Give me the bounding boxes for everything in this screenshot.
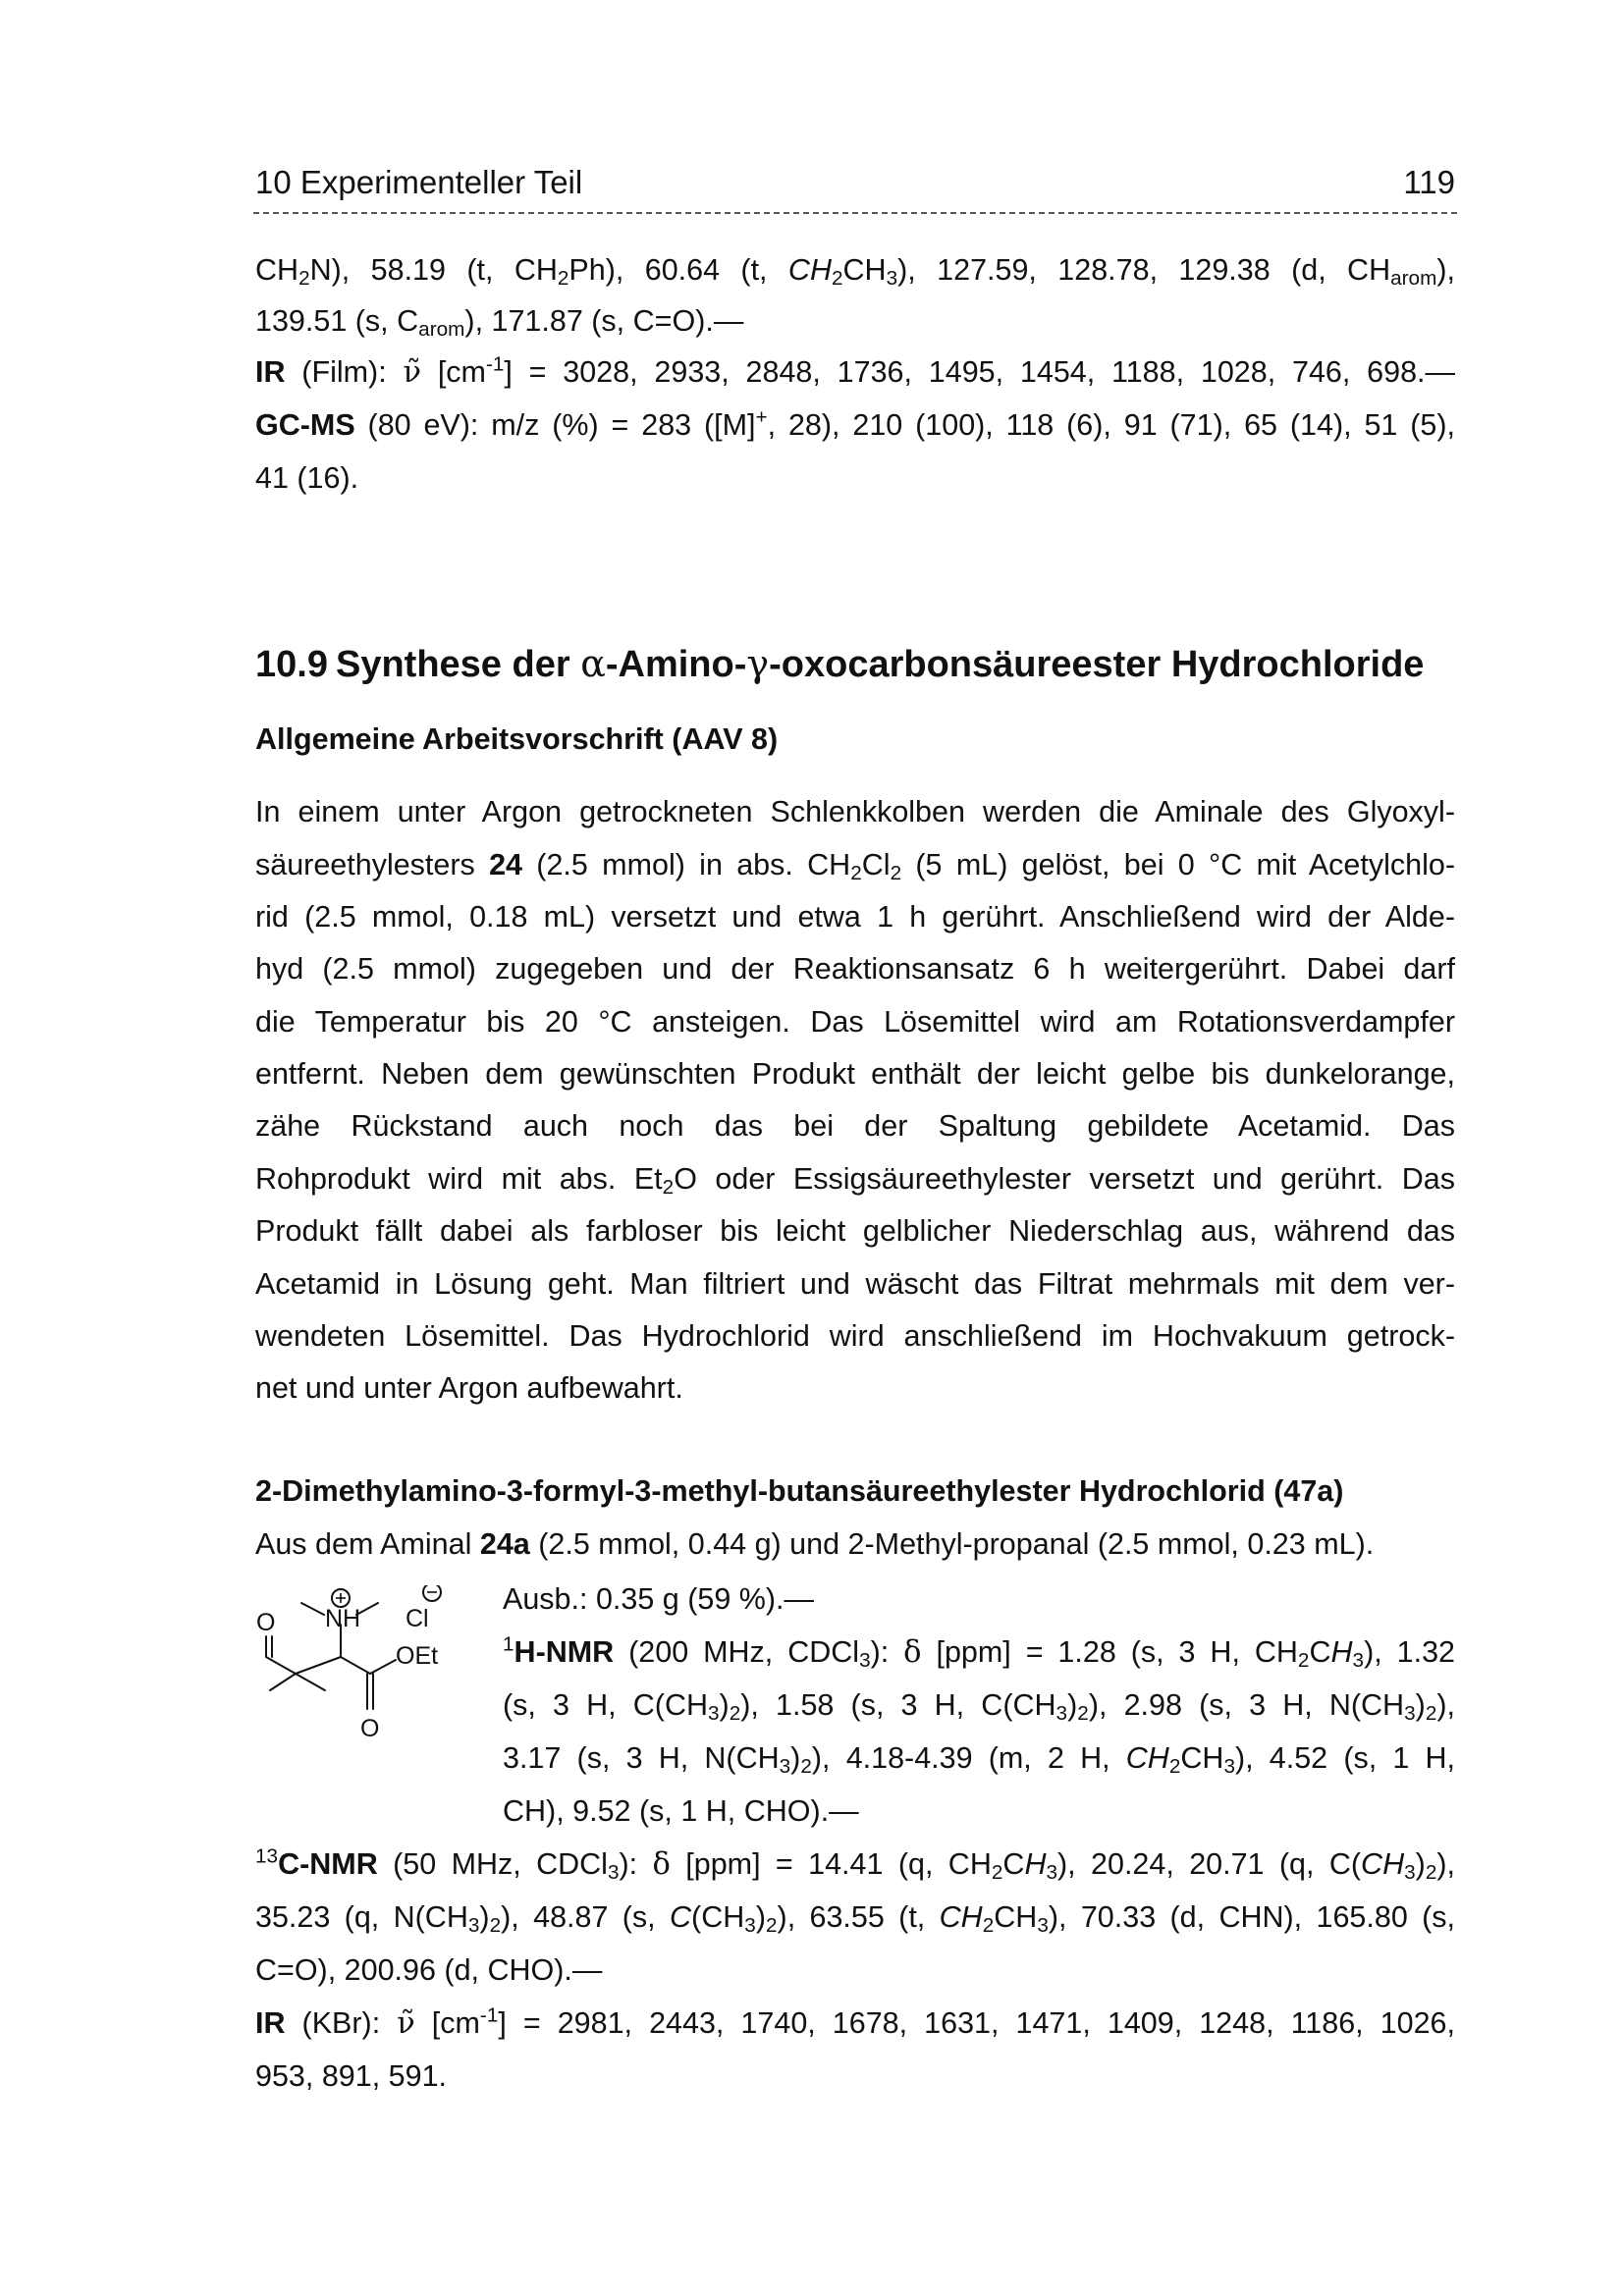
ir-kbr-line-cont: 953, 891, 591. bbox=[255, 2059, 448, 2093]
procedure-line-12: net und unter Argon aufbewahrt. bbox=[255, 1371, 683, 1405]
ethoxy-label: OEt bbox=[396, 1642, 439, 1670]
structure-formula-47a bbox=[250, 1585, 461, 1762]
gcms-line-cont: 41 (16). bbox=[255, 461, 359, 495]
cnmr-line-3: C=O), 200.96 (d, CHO).— bbox=[255, 1953, 603, 1987]
procedure-line-6: entfernt. Neben dem gewünschten Produkt enthält der leicht gelbe bis dunkelorange, bbox=[255, 1057, 1455, 1091]
compound-preparation: Aus dem Aminal 24a (2.5 mmol, 0.44 g) und 2-Methyl-propanal (2.5 mmol, 0.23 mL). bbox=[255, 1527, 1375, 1561]
yield-line: Ausb.: 0.35 g (59 %).— bbox=[503, 1582, 815, 1616]
gcms-line: GC-MS (80 eV): m/z (%) = 283 ([M]+, 28), 210 (100), 118 (6), 91 (71), 65 (14), 51 (5), bbox=[255, 405, 1455, 442]
procedure-line-4: hyd (2.5 mmol) zugegeben und der Reaktionsansatz 6 h weitergerührt. Dabei darf bbox=[255, 952, 1455, 986]
ammonium-label: NH bbox=[325, 1605, 361, 1632]
procedure-line-5: die Temperatur bis 20 °C ansteigen. Das Lösemittel wird am Rotationsverdampfer bbox=[255, 1005, 1455, 1039]
procedure-line-3: rid (2.5 mmol, 0.18 mL) versetzt und etwa 1 h gerührt. Anschließend wird der Alde- bbox=[255, 900, 1455, 934]
procedure-line-10: Acetamid in Lösung geht. Man filtriert und wäscht das Filtrat mehrmals mit dem ver- bbox=[255, 1267, 1455, 1301]
procedure-line-8: Rohprodukt wird mit abs. $Et_2O$ oder Essigsäureethylester versetzt und gerührt. Das bbox=[255, 1162, 1455, 1200]
cnmr-line-1: $^{13}$C-NMR (50 MHz, CDCl$_3$): δ [ppm] = 14.41 (q, $CH_2CH_3$), 20.24, 20.71 (q, $C(CH_3)_2$), bbox=[255, 1844, 1456, 1885]
hnmr-line-1: $^1$H-NMR (200 MHz, CDCl$_3$): δ [ppm] = 1.28 (s, 3 H, $CH_2CH_3$), 1.32 bbox=[503, 1632, 1456, 1673]
chloride-label: Cl bbox=[406, 1605, 429, 1632]
procedure-heading: Allgemeine Arbeitsvorschrift (AAV 8) bbox=[255, 722, 779, 756]
procedure-line-2: säureethylesters 24 (2.5 mmol) in abs. $CH_2Cl_2$ (5 mL) gelöst, bei 0 °C mit Acetylchlo- bbox=[255, 848, 1456, 885]
procedure-line-1: In einem unter Argon getrockneten Schlenkkolben werden die Aminale des Glyoxyl- bbox=[255, 795, 1455, 828]
hnmr-line-2: (s, 3 H, $C(CH_3)_2$), 1.58 (s, 3 H, $C(CH_3)_2$), 2.98 (s, 3 H, $N(CH_3)_2$), bbox=[503, 1688, 1455, 1726]
hnmr-line-3: 3.17 (s, 3 H, $N(CH_3)_2$), 4.18-4.39 (m, 2 H, $CH_2CH_3$), 4.52 (s, 1 H, bbox=[503, 1741, 1455, 1779]
procedure-line-9: Produkt fällt dabei als farbloser bis leicht gelblicher Niederschlag aus, während das bbox=[255, 1214, 1455, 1248]
chapter-title: 10 Experimenteller Teil bbox=[255, 164, 583, 200]
compound-title: 2-Dimethylamino-3-formyl-3-methyl-butansäureethylester Hydrochlorid (47a) bbox=[255, 1474, 1344, 1508]
procedure-line-11: wendeten Lösemittel. Das Hydrochlorid wird anschließend im Hochvakuum getrock- bbox=[255, 1319, 1455, 1353]
ir-kbr-line: IR (KBr): ν̃ $[cm^{-1}] = 2981$, 2443, 1740, 1678, 1631, 1471, 1409, 1248, 1186, 1026, bbox=[255, 2003, 1455, 2041]
procedure-line-7: zähe Rückstand auch noch das bei der Spaltung gebildete Acetamid. Das bbox=[255, 1109, 1455, 1143]
nmr-continuation-line-1: $CH_2N$), 58.19 (t, $CH_2Ph$), 60.64 (t, $CH_2CH_3$), 127.59, 128.78, 129.38 (d, $CH_{arom}$), bbox=[255, 253, 1455, 291]
section-heading: 10.9 Synthese der α-Amino-γ-oxocarbonsäureester Hydrochloride bbox=[255, 642, 1425, 685]
cnmr-line-2: 35.23 (q, $N(CH_3)_2$), 48.87 (s, $C(CH_3)_2$), 63.55 (t, $CH_2CH_3$), 70.33 (d, CHN), 165.80 (s, bbox=[255, 1900, 1456, 1938]
hnmr-line-4: CH), 9.52 (s, 1 H, CHO).— bbox=[503, 1794, 859, 1828]
page-number: 119 bbox=[1403, 164, 1455, 200]
nmr-continuation-line-2: 139.51 (s, $C_{arom}$), 171.87 (s, C=O).— bbox=[255, 304, 744, 342]
page-header bbox=[253, 161, 1457, 214]
aldehyde-oxygen-label: O bbox=[256, 1609, 276, 1636]
ir-film-line: IR (Film): ν̃ $[cm^{-1}] = 3028$, 2933, 2848, 1736, 1495, 1454, 1188, 1028, 746, 698.— bbox=[255, 352, 1456, 390]
ester-oxygen-label: O bbox=[360, 1715, 380, 1742]
